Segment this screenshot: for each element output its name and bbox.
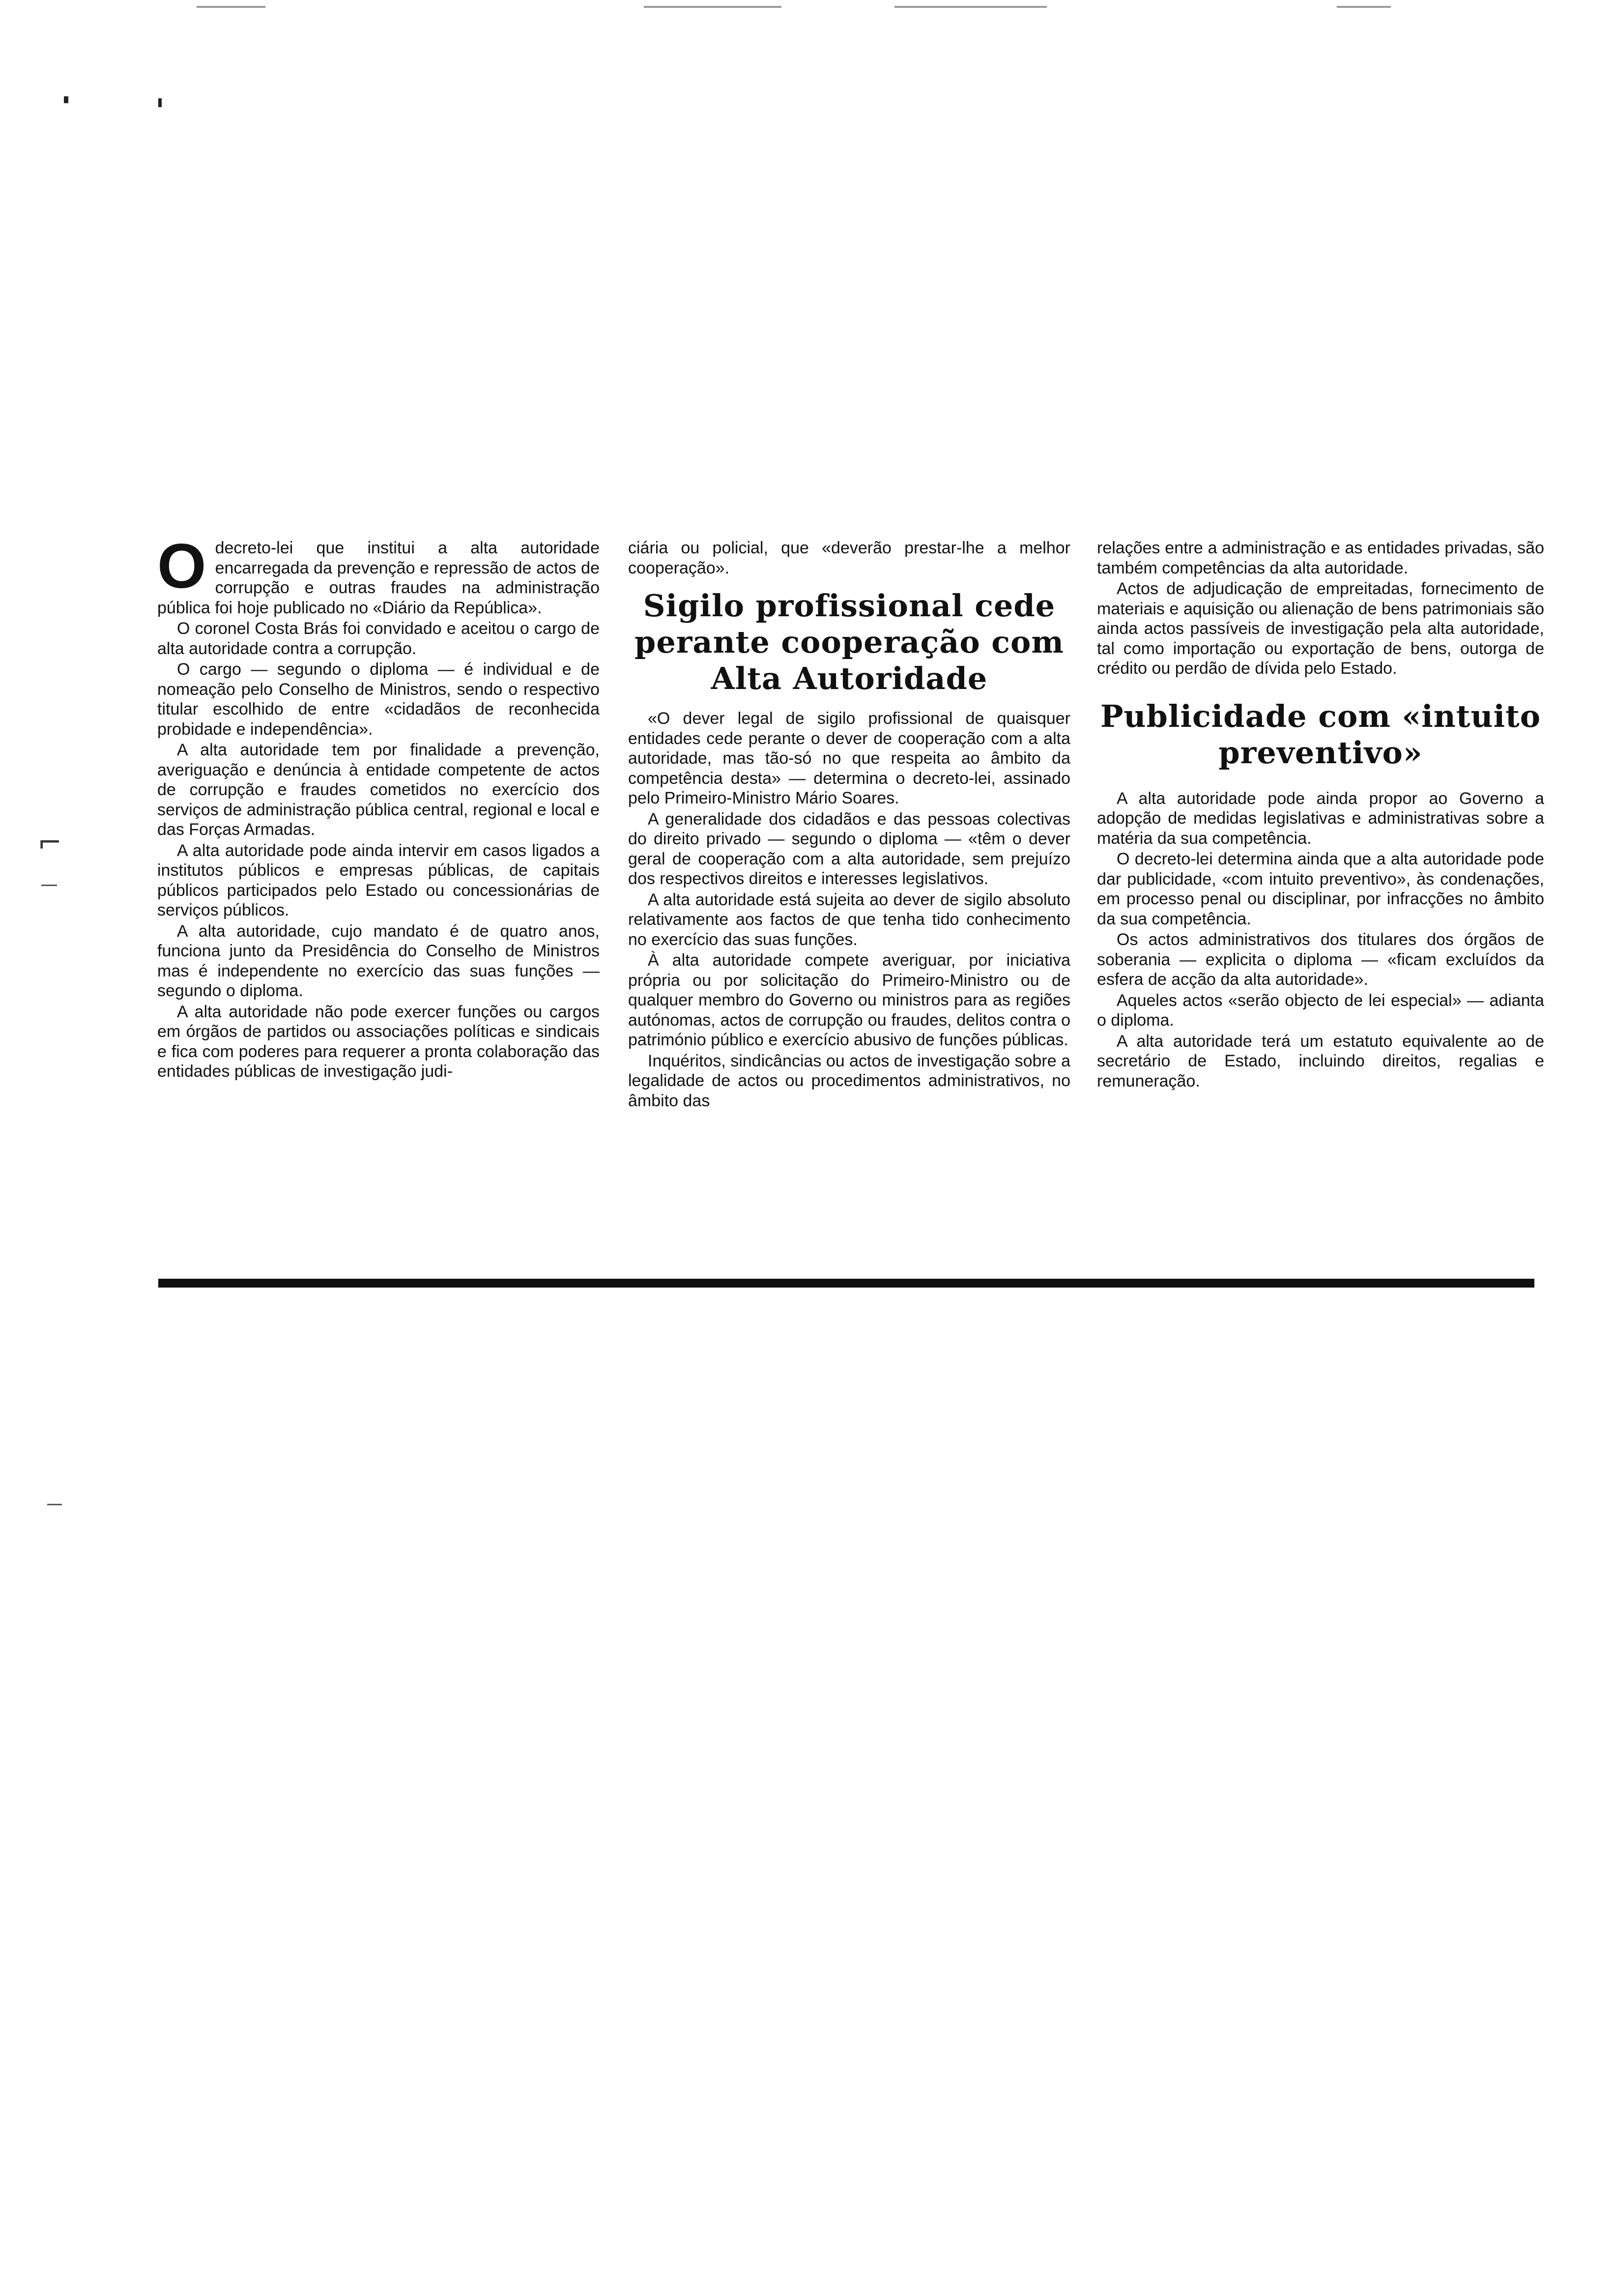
- paragraph: A alta autoridade está sujeita ao dever de sigilo absoluto relativamente aos factos de que tenha tido conhecimento no exercício das suas funções.: [628, 890, 1070, 949]
- scan-speck: [41, 885, 57, 886]
- paragraph: Inquéritos, sindicâncias ou actos de investigação sobre a legalidade de actos ou procedimentos administrativos, no âmbito das: [628, 1051, 1070, 1110]
- paragraph: «O dever legal de sigilo profissional de quaisquer entidades cede perante o dever de cooperação com a alta autoridade, mas tão-só no que respeita ao âmbito da competência desta» — determina o decreto-lei, assinado pelo Primeiro-Ministro Mário Soares.: [628, 709, 1070, 807]
- paragraph: A alta autoridade terá um estatuto equivalente ao de secretário de Estado, incluindo direitos, regalias e remuneração.: [1097, 1032, 1544, 1091]
- paragraph: A alta autoridade pode ainda propor ao Governo a adopção de medidas legislativas e administrativas sobre a matéria da sua competência.: [1097, 789, 1544, 848]
- section-headline: Sigilo profissional cede perante cooperação com Alta Autoridade: [634, 588, 1065, 696]
- paragraph: O decreto-lei determina ainda que a alta autoridade pode dar publicidade, «com intuito preventivo», às condenações, em processo penal ou disciplinar, por infracções no âmbito da sua competência.: [1097, 850, 1544, 928]
- bottom-rule: [158, 1279, 1534, 1288]
- paragraph: O coronel Costa Brás foi convidado e aceitou o cargo de alta autoridade contra a corrupção.: [157, 619, 600, 658]
- scan-speck: [47, 1504, 62, 1505]
- paragraph: A alta autoridade pode ainda intervir em casos ligados a institutos públicos e empresas públicas, de capitais públicos participados pelo Estado ou concessionárias de serviços públicos.: [157, 841, 600, 919]
- paragraph: A alta autoridade não pode exercer funções ou cargos em órgãos de partidos ou associações políticas e sindicais e fica com poderes para requerer a pronta colaboração das entidades públicas de investigação judi-: [157, 1002, 600, 1081]
- scan-speck: [64, 96, 68, 103]
- scan-line: [894, 6, 1047, 8]
- scan-line: [1337, 6, 1391, 8]
- scan-line: [644, 6, 781, 8]
- article-column-3: [1097, 538, 1544, 1092]
- article-column-2: [628, 538, 1070, 1112]
- article-column-1: [157, 531, 600, 1083]
- paragraph: Aqueles actos «serão objecto de lei especial» — adianta o diploma.: [1097, 991, 1544, 1030]
- scan-speck: [158, 98, 162, 107]
- paragraph: ciária ou policial, que «deverão prestar-lhe a melhor cooperação».: [628, 539, 1070, 577]
- paragraph: A alta autoridade tem por finalidade a prevenção, averiguação e denúncia à entidade competente de actos de corrupção e fraudes cometidos no exercício dos serviços de administração pública central, regional e local e das Forças Armadas.: [157, 741, 600, 839]
- paragraph: relações entre a administração e as entidades privadas, são também competências da alta autoridade.: [1097, 539, 1544, 577]
- section-headline: Publicidade com «intuito preventivo»: [1100, 698, 1541, 771]
- paragraph: A generalidade dos cidadãos e das pessoas colectivas do direito privado — segundo o diploma — «têm o dever geral de cooperação com a alta autoridade, sem prejuízo dos respectivos direitos e interesses legislativos.: [628, 809, 1070, 888]
- paragraph-text: decreto-lei que institui a alta autoridade encarregada da prevenção e repressão de actos de corrupção e outras fraudes na administração pública foi hoje publicado no «Diário da República».: [157, 539, 600, 617]
- paragraph: Actos de adjudicação de empreitadas, fornecimento de materiais e aquisição ou alienação de bens patrimoniais são ainda actos passíveis de investigação pela alta autoridade, tal como importação ou exportação de bens, outorga de crédito ou perdão de dívida pelo Estado.: [1097, 579, 1544, 678]
- dropcap: O: [157, 531, 206, 602]
- paragraph: [157, 531, 600, 618]
- margin-mark: ⌐: [37, 826, 62, 860]
- paragraph: Os actos administrativos dos titulares dos órgãos de soberania — explicita o diploma — «ficam excluídos da esfera de acção da alta autoridade».: [1097, 930, 1544, 989]
- paragraph: O cargo — segundo o diploma — é individual e de nomeação pelo Conselho de Ministros, sendo o respectivo titular escolhido de entre «cidadãos de reconhecida probidade e independência».: [157, 660, 600, 739]
- scan-line: [197, 6, 265, 8]
- paragraph: À alta autoridade compete averiguar, por iniciativa própria ou por solicitação do Primeiro-Ministro ou de qualquer membro do Governo ou ministros para as regiões autónomas, actos de corrupção ou fraudes, delitos contra o património público e exercício abusivo de funções públicas.: [628, 951, 1070, 1049]
- paragraph: A alta autoridade, cujo mandato é de quatro anos, funciona junto da Presidência do Conselho de Ministros mas é independente no exercício das suas funções — segundo o diploma.: [157, 921, 600, 1000]
